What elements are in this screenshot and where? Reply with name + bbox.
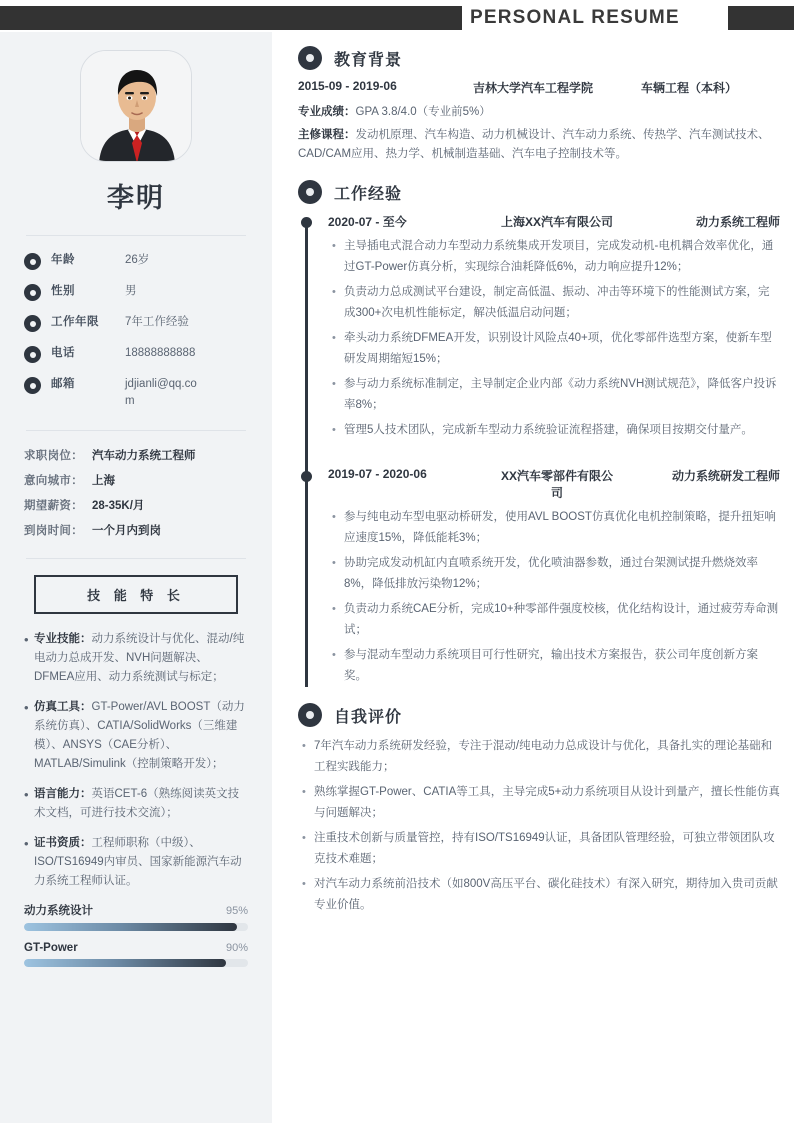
job-bullet: • 协助完成发动机缸内直喷系统开发，优化喷油器参数，通过台架测试提升燃烧效率8%，降低排放污染物12%； (328, 553, 780, 595)
person-avatar-icon (81, 51, 192, 162)
work-section (298, 180, 780, 687)
bullet-icon: • (332, 240, 336, 252)
skill-text: 工程师职称（中级）、ISO/TS16949内审员、国家新能源汽车动力系统工程师认证。 (34, 837, 242, 887)
avatar (80, 50, 192, 162)
section-title: 工作经验 (334, 185, 403, 203)
self-eval-bullet: • 熟练掌握GT-Power、CATIA等工具，主导完成5+动力系统项目从设计到量产，擅长性能仿真与问题解决； (298, 782, 780, 824)
bullet-icon: • (302, 878, 306, 890)
job-date: 2020-07 - 至今 (328, 215, 407, 229)
intent-row-salary (24, 497, 248, 513)
job-date: 2019-07 - 2020-06 (328, 467, 427, 481)
circle-dot-icon (298, 180, 322, 204)
bullet-icon: • (332, 603, 336, 615)
bullet-icon: • (302, 786, 306, 798)
bullet-dot-icon (24, 346, 41, 363)
bullet-dot-icon (24, 377, 41, 394)
info-label: 性别 (51, 285, 75, 297)
divider (26, 430, 246, 431)
job-entry (328, 467, 780, 687)
skill-label: 语言能力： (34, 788, 92, 800)
intent-label: 求职岗位： (24, 450, 83, 462)
info-label: 邮箱 (51, 378, 75, 390)
self-eval-bullet: • 对汽车动力系统前沿技术（如800V高压平台、碳化硅技术）有深入研究，期待加入贵司贡献专业价值。 (298, 874, 780, 916)
skill-bar-fill (24, 923, 237, 931)
circle-dot-icon (298, 46, 322, 70)
personal-info-list (24, 252, 248, 410)
bullet-dot-icon (24, 284, 41, 301)
bullet-icon: • (332, 649, 336, 661)
bullet-icon: • (302, 740, 306, 752)
divider (26, 558, 246, 559)
info-value: 26岁 (125, 254, 150, 266)
intent-row-city (24, 472, 248, 488)
job-bullet: • 负责动力总成测试平台建设，制定高低温、振动、冲击等环境下的性能测试方案，完成300+次电机性能标定，解决低温启动问题； (328, 282, 780, 324)
sidebar (0, 32, 272, 1123)
bullet-icon: • (332, 378, 336, 390)
education-gpa-label: 专业成绩： (298, 106, 356, 118)
bullet-icon: • (332, 511, 336, 523)
education-section (298, 46, 780, 164)
info-row-experience (24, 314, 248, 332)
page-title: PERSONAL RESUME (470, 7, 680, 28)
intent-label: 意向城市： (24, 475, 83, 487)
circle-dot-icon (298, 703, 322, 727)
intent-label: 到岗时间： (24, 525, 83, 537)
intent-value: 上海 (92, 475, 115, 487)
bullet-icon: • (24, 700, 29, 715)
intent-value: 一个月内到岗 (92, 525, 161, 537)
skill-bar-track (24, 923, 248, 931)
job-bullet: • 牵头动力系统DFMEA开发，识别设计风险点40+项，优化零部件选型方案，使新车型研发周期缩短15%； (328, 328, 780, 370)
page-header (0, 0, 794, 32)
education-courses-label: 主修课程： (298, 129, 356, 141)
education-date: 2015-09 - 2019-06 (298, 79, 397, 93)
job-company: 上海XX汽车有限公司 (500, 215, 613, 229)
info-value: 7年工作经验 (125, 316, 189, 328)
job-role: 动力系统工程师 (695, 215, 780, 229)
section-title: 教育背景 (334, 51, 403, 69)
bullet-icon: • (24, 787, 29, 802)
job-bullet: • 参与混动车型动力系统项目可行性研究，输出技术方案报告，获公司年度创新方案奖。 (328, 645, 780, 687)
bullet-dot-icon (24, 253, 41, 270)
skill-bar-pct: 95% (225, 905, 248, 917)
skill-bar-name: GT-Power (24, 942, 78, 954)
timeline-dot-icon (301, 217, 312, 228)
skill-item (24, 785, 248, 823)
skills-list (24, 630, 248, 891)
job-bullet: • 主导插电式混合动力车型动力系统集成开发项目，完成发动机-电机耦合效率优化，通过GT-Power仿真分析，实现综合油耗降低6%，动力响应提升12%； (328, 236, 780, 278)
job-bullet: • 负责动力系统CAE分析，完成10+种零部件强度校核，优化结构设计，通过疲劳寿命测试； (328, 599, 780, 641)
bullet-icon: • (332, 424, 336, 436)
skill-label: 证书资质： (34, 837, 92, 849)
intent-row-availability (24, 522, 248, 538)
intent-label: 期望薪资： (24, 500, 83, 512)
job-company: XX汽车零部件有限公司 (500, 469, 613, 500)
job-entry (328, 213, 780, 441)
intent-row-position (24, 447, 248, 463)
skill-text: 动力系统设计与优化、混动/纯电动力总成开发、NVH问题解决、DFMEA应用、动力系统测试与标定； (34, 633, 245, 683)
timeline-dot-icon (301, 471, 312, 482)
education-header (298, 46, 780, 70)
self-evaluation-list (298, 736, 780, 916)
skill-text: GT-Power/AVL BOOST（动力系统仿真）、CATIA/SolidWorks（三维建模）、ANSYS（CAE分析）、MATLAB/Simulink（控制策略开发）； (34, 701, 245, 770)
skill-label: 专业技能： (34, 633, 92, 645)
info-value: 18888888888 (125, 347, 196, 359)
info-row-email (24, 376, 248, 410)
info-row-phone (24, 345, 248, 363)
education-courses (298, 126, 780, 164)
bullet-dot-icon (24, 315, 41, 332)
work-header (298, 180, 780, 204)
skill-text: 英语CET-6（熟练阅读英文技术文档，可进行技术交流）； (34, 788, 240, 819)
header-bar-left (0, 6, 462, 30)
section-title: 自我评价 (334, 708, 403, 726)
timeline-line (305, 221, 308, 687)
job-role: 动力系统研发工程师 (671, 469, 780, 483)
avatar-wrap (24, 50, 248, 162)
skill-bar-fill (24, 959, 226, 967)
work-timeline (298, 213, 780, 687)
skill-bar-header (24, 902, 248, 918)
skill-item (24, 630, 248, 687)
bullet-icon: • (332, 286, 336, 298)
info-row-gender (24, 283, 248, 301)
bullet-icon: • (302, 832, 306, 844)
main-content (272, 32, 794, 1123)
skill-label: 仿真工具： (34, 701, 92, 713)
divider (26, 235, 246, 236)
bullet-icon: • (332, 557, 336, 569)
education-gpa (298, 103, 780, 122)
skill-bar-header (24, 942, 248, 954)
education-gpa-value: GPA 3.8/4.0（专业前5%） (355, 106, 491, 118)
job-intention-list (24, 447, 248, 538)
info-value: 男 (125, 285, 137, 297)
info-row-age (24, 252, 248, 270)
job-header (328, 467, 780, 501)
education-major: 车辆工程（本科） (641, 81, 738, 95)
intent-value: 28-35K/月 (92, 500, 145, 512)
self-eval-bullet: • 注重技术创新与质量管控，持有ISO/TS16949认证，具备团队管理经验，可独立带领团队攻克技术难题； (298, 828, 780, 870)
job-bullet: • 参与纯电动车型电驱动桥研发，使用AVL BOOST仿真优化电机控制策略，提升扭矩响应速度15%，降低能耗3%； (328, 507, 780, 549)
job-header (328, 213, 780, 230)
skill-bars (24, 902, 248, 967)
self-evaluation-section (298, 703, 780, 916)
skill-item (24, 698, 248, 774)
education-entry (298, 79, 780, 96)
resume-body (0, 32, 794, 1123)
education-school: 吉林大学汽车工程学院 (473, 81, 594, 95)
self-evaluation-header (298, 703, 780, 727)
skill-item (24, 834, 248, 891)
bullet-icon: • (332, 332, 336, 344)
info-label: 电话 (51, 347, 75, 359)
bullet-icon: • (24, 632, 29, 647)
self-eval-bullet: • 7年汽车动力系统研发经验，专注于混动/纯电动力总成设计与优化，具备扎实的理论基础和工程实践能力； (298, 736, 780, 778)
person-name: 李明 (107, 183, 165, 213)
job-bullet: • 参与动力系统标准制定，主导制定企业内部《动力系统NVH测试规范》，降低客户投诉率8%； (328, 374, 780, 416)
info-value: jdjianli@qq.com (125, 378, 197, 407)
skill-bar-name: 动力系统设计 (24, 905, 93, 917)
intent-value: 汽车动力系统工程师 (92, 450, 196, 462)
skills-section-title: 技 能 特 长 (34, 575, 238, 614)
skill-bar-track (24, 959, 248, 967)
skill-bar-pct: 90% (225, 942, 248, 954)
job-bullet: • 管理5人技术团队，完成新车型动力系统验证流程搭建，确保项目按期交付量产。 (328, 420, 780, 441)
info-label: 年龄 (51, 254, 75, 266)
info-label: 工作年限 (51, 316, 99, 328)
bullet-icon: • (24, 836, 29, 851)
education-courses-value: 发动机原理、汽车构造、动力机械设计、汽车动力系统、传热学、汽车测试技术、CAD/CAM应用、热力学、机械制造基础、汽车电子控制技术等。 (298, 129, 770, 160)
